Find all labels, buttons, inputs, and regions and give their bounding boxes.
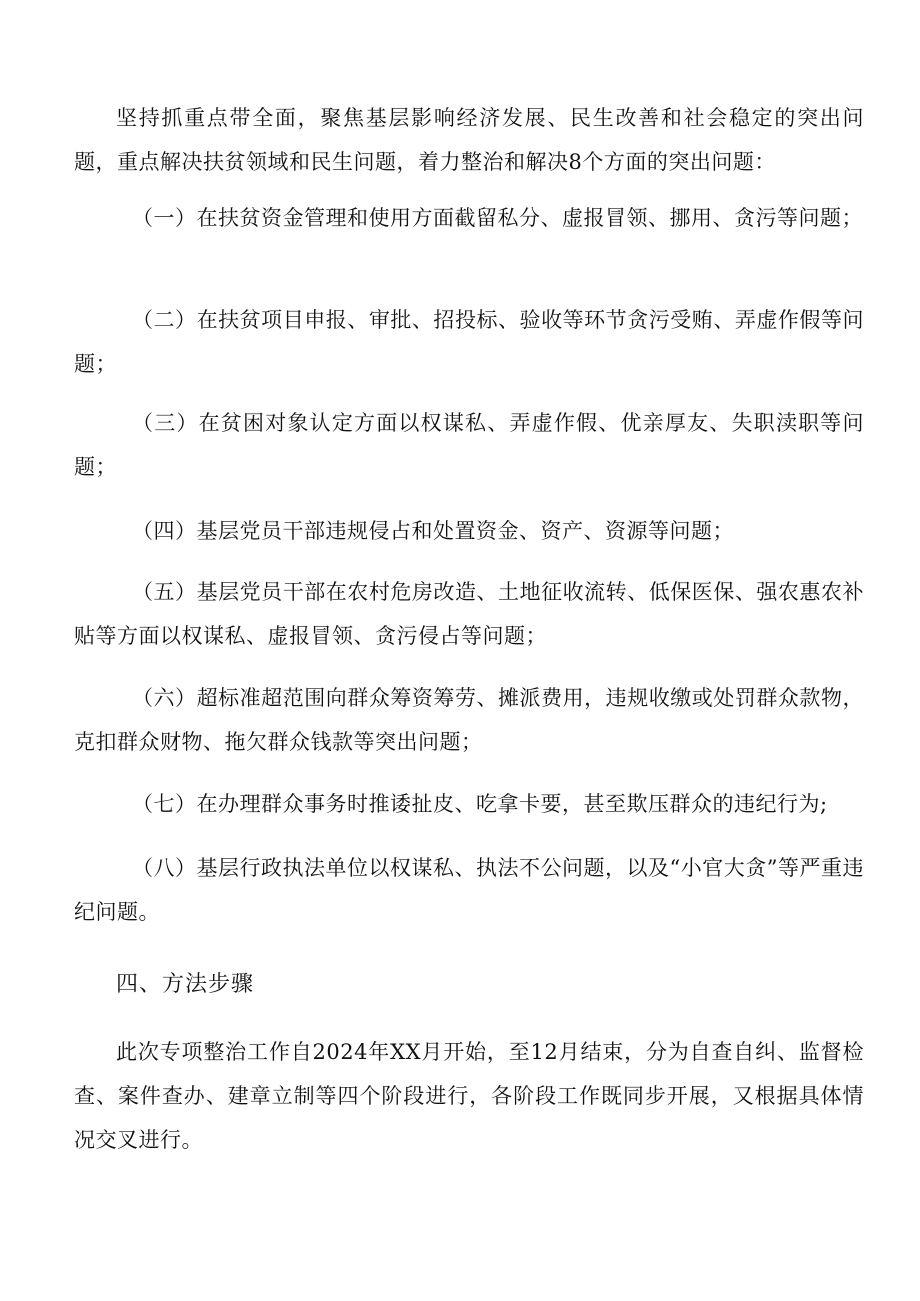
issue-item-3: （三）在贫困对象认定方面以权谋私、弄虚作假、优亲厚友、失职渎职等问题； (74, 411, 864, 479)
issue-item-8: （八）基层行政执法单位以权谋私、执法不公问题，以及“小官大贪”等严重违纪问题。 (74, 856, 864, 924)
method-paragraph: 此次专项整治工作自2024年XX月开始，至12月结束，分为自查自纠、监督检查、案件查办、建章立制等四个阶段进行，各阶段工作既同步开展，又根据具体情况交叉进行。 (74, 1040, 864, 1152)
issue-item-5: （五）基层党员干部在农村危房改造、土地征收流转、低保医保、强农惠农补贴等方面以权谋私、虚报冒领、贪污侵占等问题； (74, 580, 864, 648)
issue-item-7: （七）在办理群众事务时推诿扯皮、吃拿卡要，甚至欺压群众的违纪行为; (132, 792, 828, 816)
issue-item-1: （一）在扶贫资金管理和使用方面截留私分、虚报冒领、挪用、贪污等问题； (132, 206, 863, 230)
intro-paragraph: 坚持抓重点带全面，聚焦基层影响经济发展、民生改善和社会稳定的突出问题，重点解决扶贫领域和民生问题，着力整治和解决8个方面的突出问题： (74, 106, 864, 174)
issue-item-6: （六）超标准超范围向群众筹资筹劳、摊派费用，违规收缴或处罚群众款物，克扣群众财物、拖欠群众钱款等突出问题； (74, 686, 864, 754)
issue-item-4: （四）基层党员干部违规侵占和处置资金、资产、资源等问题； (132, 519, 734, 543)
issue-item-2: （二）在扶贫项目申报、审批、招投标、验收等环节贪污受贿、弄虚作假等问题； (74, 308, 864, 376)
section-heading: 四、方法步骤 (116, 972, 255, 997)
